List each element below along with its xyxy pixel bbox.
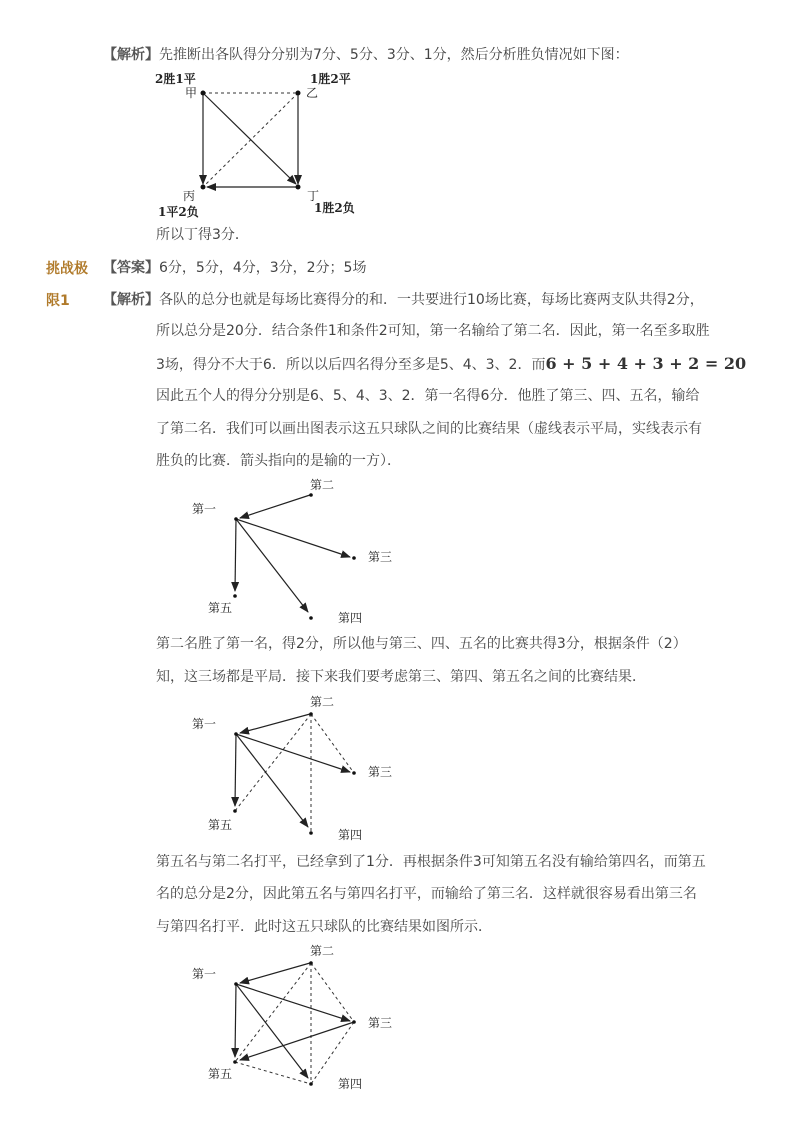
- answer-line: [103, 258, 366, 279]
- sum-equation: 6 + 5 + 4 + 3 + 2 = 20: [545, 354, 747, 373]
- label-third: 第三: [368, 1016, 393, 1030]
- edge-2-1: [240, 963, 310, 983]
- edge-2-5: [235, 963, 311, 1062]
- edge-1-3: [236, 734, 350, 772]
- node-fifth: [233, 594, 237, 598]
- node-second: [309, 712, 313, 716]
- label-fourth: 第四: [338, 611, 363, 625]
- edge-2-5: [235, 714, 311, 811]
- edge-1-4: [236, 519, 308, 612]
- section1-conclusion: 所以丁得3分．: [156, 227, 249, 243]
- label-first: 第一: [192, 967, 217, 981]
- record-yi: 1胜2平: [310, 72, 351, 86]
- section3-line-0: 第二名胜了第一名，得2分，所以他与第三、四、五名的比赛共得3分，根据条件（2）: [156, 636, 687, 652]
- label-third: 第三: [368, 550, 393, 564]
- node-second: [309, 493, 313, 497]
- edge-3-4: [311, 1022, 354, 1084]
- section1-line: [103, 45, 629, 66]
- label-fourth: 第四: [338, 828, 363, 842]
- edge-2-3: [311, 963, 354, 1022]
- analysis-line-5: 胜负的比赛．箭头指向的是输的一方）．: [156, 453, 401, 469]
- section3-line-1: 知，这三场都是平局．接下来我们要考虑第三、第四、第五名之间的比赛结果．: [156, 669, 646, 685]
- record-ding: 1胜2负: [314, 201, 355, 215]
- label-second: 第二: [310, 944, 335, 958]
- edge-5-4: [235, 1062, 311, 1084]
- edge-1-4: [236, 984, 308, 1078]
- node-fifth: [233, 1060, 237, 1064]
- analysis-text-2: 3场，得分不大于6．所以以后四名得分至多是5、4、3、2．而: [156, 357, 546, 373]
- edge-1-5: [235, 734, 236, 806]
- node-ding: [296, 185, 301, 190]
- analysis-line-4: 了第二名．我们可以画出图表示这五只球队之间的比赛结果（虚线表示平局，实线表示有: [156, 421, 702, 437]
- label-fourth: 第四: [338, 1077, 363, 1091]
- section1-text: 先推断出各队得分分别为7分、5分、3分、1分，然后分析胜负情况如下图：: [159, 47, 629, 63]
- node-first: [234, 517, 238, 521]
- diagram-four-teams: [150, 66, 370, 218]
- diagram-stage-1: [180, 475, 420, 630]
- section4-line-0: 第五名与第二名打平，已经拿到了1分．再根据条件3可知第五名没有输给第四名，而第五: [156, 854, 706, 870]
- analysis-tag-2: 【解析】: [103, 292, 159, 308]
- node-fourth: [309, 831, 313, 835]
- label-jia: 甲: [185, 86, 198, 100]
- label-bing: 丙: [183, 189, 196, 203]
- side-label-1: 挑战极: [46, 261, 88, 277]
- analysis-line-3: 因此五个人的得分分别是6、5、4、3、2．第一名得6分．他胜了第三、四、五名，输给: [156, 388, 700, 404]
- label-second: 第二: [310, 695, 335, 709]
- edge-1-5: [235, 519, 236, 591]
- edge-2-3: [311, 714, 354, 773]
- record-jia: 2胜1平: [155, 72, 196, 86]
- node-second: [309, 961, 313, 965]
- section4-line-1: 名的总分是2分，因此第五名与第四名打平，而输给了第三名．这样就很容易看出第三名: [156, 886, 697, 902]
- node-third: [352, 1020, 356, 1024]
- side-label-2: 限1: [46, 293, 70, 309]
- section4-line-2: 与第四名打平．此时这五只球队的比赛结果如图所示．: [156, 919, 492, 935]
- node-fourth: [309, 1082, 313, 1086]
- diagram-stage-2: [180, 690, 420, 845]
- label-second: 第二: [310, 478, 335, 492]
- node-yi: [296, 91, 301, 96]
- label-fifth: 第五: [208, 601, 233, 615]
- analysis-line-1: 所以总分是20分．结合条件1和条件2可知，第一名输给了第二名．因此，第一名至多取胜: [156, 323, 710, 339]
- node-first: [234, 982, 238, 986]
- edge-1-4: [236, 734, 308, 827]
- edge-1-3: [236, 519, 350, 557]
- label-first: 第一: [192, 502, 217, 516]
- node-jia: [201, 91, 206, 96]
- edge-3-5: [240, 1022, 354, 1060]
- node-third: [352, 771, 356, 775]
- label-ding: 丁: [307, 189, 320, 203]
- record-bing: 1平2负: [158, 205, 199, 218]
- label-fifth: 第五: [208, 818, 233, 832]
- edge-2-1: [240, 495, 310, 518]
- edge-1-5: [235, 984, 236, 1057]
- node-first: [234, 732, 238, 736]
- analysis-tag: 【解析】: [103, 47, 159, 63]
- analysis-line-2: [156, 353, 746, 376]
- label-fifth: 第五: [208, 1067, 233, 1081]
- analysis-text-0: 各队的总分也就是每场比赛得分的和．一共要进行10场比赛，每场比赛两支队共得2分，: [159, 292, 704, 308]
- answer-tag: 【答案】: [103, 260, 159, 276]
- edge-1-3: [236, 984, 350, 1021]
- edge-2-1: [240, 714, 310, 733]
- node-fifth: [233, 809, 237, 813]
- label-first: 第一: [192, 717, 217, 731]
- answer-text: 6分，5分，4分，3分，2分；5场: [159, 260, 367, 276]
- label-third: 第三: [368, 765, 393, 779]
- analysis-line-0: [103, 290, 704, 311]
- node-third: [352, 556, 356, 560]
- label-yi: 乙: [306, 86, 319, 100]
- diagram-final: [180, 940, 420, 1095]
- edge-jia-ding: [203, 93, 296, 184]
- node-bing: [201, 185, 206, 190]
- node-fourth: [309, 616, 313, 620]
